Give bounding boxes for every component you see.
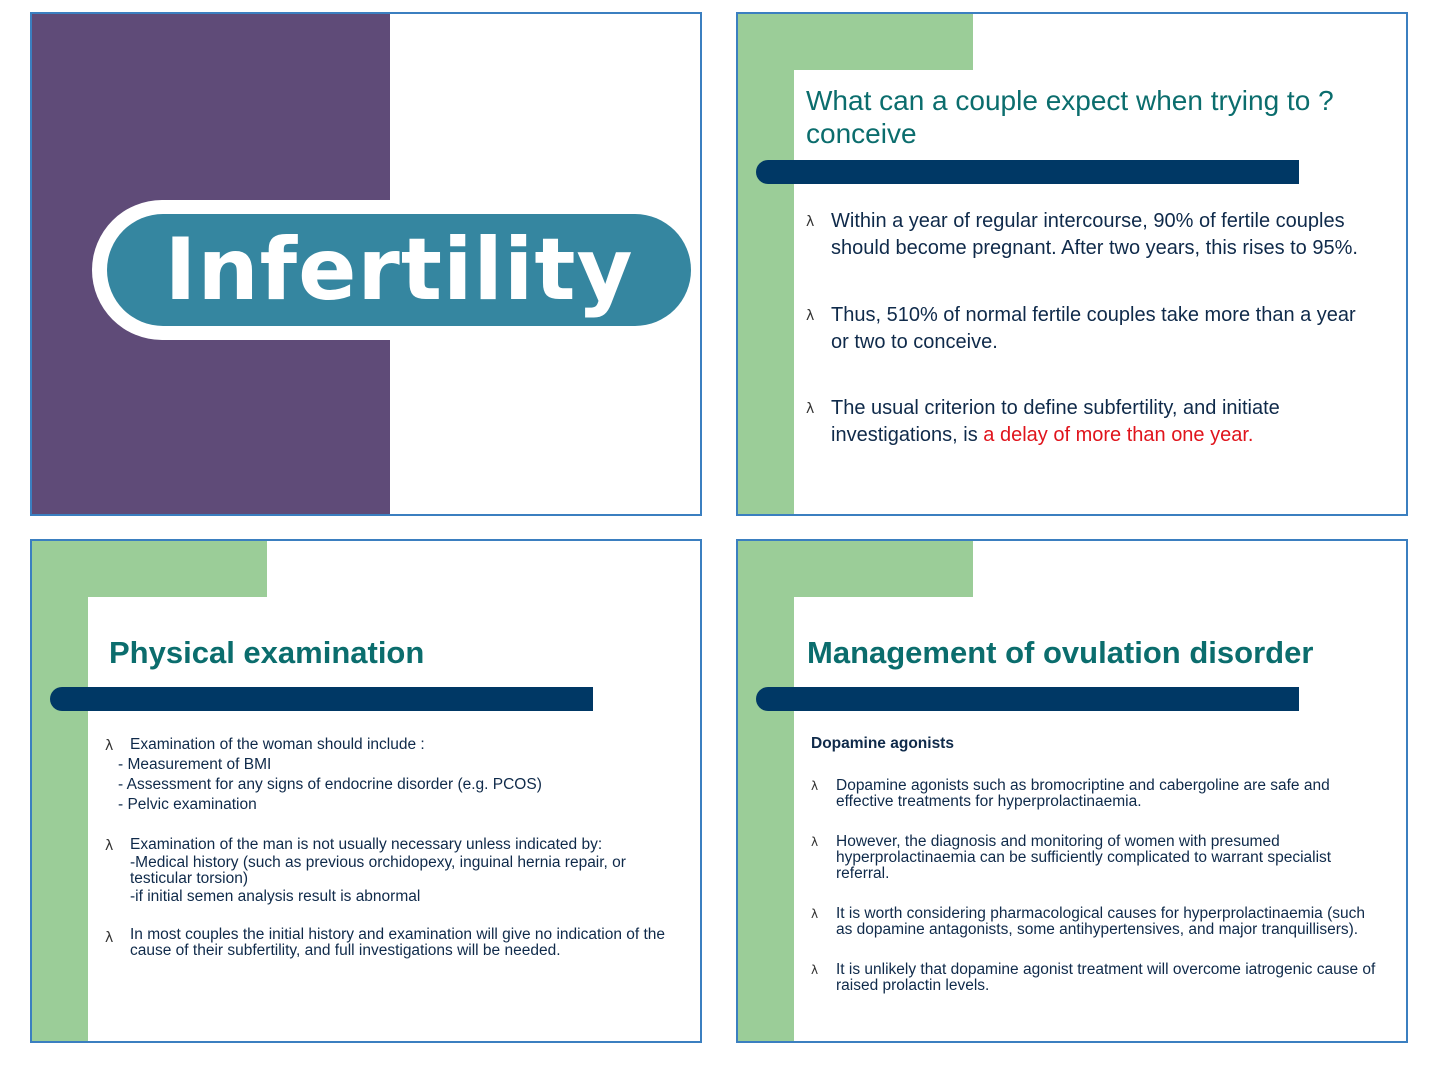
bullet-text: Examination of the woman should include : (130, 736, 425, 753)
list-item (105, 735, 670, 815)
lambda-bullet-icon: λ (105, 930, 114, 946)
title-underline-bar (756, 687, 1299, 711)
list-item (811, 961, 1381, 994)
bullet-text: The usual criterion to define subfertility, and initiate investigations, is (831, 397, 1280, 446)
lambda-bullet-icon: λ (811, 779, 819, 793)
slide-title: Physical examination (109, 635, 425, 670)
bullet-text: It is worth considering pharmacological causes for hyperprolactinaemia (such as dopamine antagonists, some antihypertensives, and major tranquillisers). (836, 905, 1365, 938)
bullet-list (105, 735, 670, 979)
list-item (105, 926, 670, 959)
sub-item: - Assessment for any signs of endocrine disorder (e.g. PCOS) (118, 776, 542, 793)
sub-item: - Measurement of BMI (118, 756, 272, 773)
green-top-bar (32, 541, 267, 597)
list-item (806, 395, 1371, 449)
bullet-text: Thus, 510% of normal fertile couples take more than a year or two to conceive. (831, 304, 1356, 353)
lambda-bullet-icon: λ (811, 963, 819, 977)
lambda-bullet-icon: λ (806, 308, 815, 324)
section-subheading: Dopamine agonists (811, 735, 954, 752)
lambda-bullet-icon: λ (105, 838, 114, 854)
list-item (811, 833, 1381, 882)
bullet-text: Within a year of regular intercourse, 90% of fertile couples should become pregnant. After two years, this rises to 95%. (831, 210, 1358, 259)
slide-ovulation-disorder-management (736, 539, 1408, 1043)
list-item (811, 905, 1381, 938)
bullet-list (811, 777, 1381, 1018)
slide-conceive-expectations (736, 12, 1408, 516)
green-top-bar (738, 14, 973, 70)
green-side-bar (32, 541, 88, 1041)
list-item (806, 208, 1371, 262)
slide-title: Management of ovulation disorder (807, 635, 1314, 670)
lambda-bullet-icon: λ (811, 835, 819, 849)
bullet-text: Examination of the man is not usually necessary unless indicated by: (130, 836, 603, 853)
highlighted-text: a delay of more than one year. (983, 424, 1254, 446)
sub-item: -if initial semen analysis result is abnormal (130, 888, 421, 905)
green-side-bar (738, 14, 794, 514)
lambda-bullet-icon: λ (105, 738, 114, 754)
sub-item: - Pelvic examination (118, 796, 257, 813)
list-item (811, 777, 1381, 810)
title-underline-bar (50, 687, 593, 711)
title-underline-bar (756, 160, 1299, 184)
list-item (806, 302, 1371, 356)
bullet-text: Dopamine agonists such as bromocriptine and cabergoline are safe and effective treatments for hyperprolactinaemia. (836, 777, 1330, 810)
lambda-bullet-icon: λ (806, 214, 815, 230)
green-top-bar (738, 541, 973, 597)
slide-physical-examination (30, 539, 702, 1043)
bullet-text: However, the diagnosis and monitoring of women with presumed hyperprolactinaemia can be sufficiently complicated to warrant specialist referral. (836, 833, 1332, 882)
slide-title-infertility (30, 12, 702, 516)
green-side-bar (738, 541, 794, 1041)
lambda-bullet-icon: λ (806, 401, 815, 417)
bullet-list (806, 208, 1371, 489)
slide-title: Infertility (164, 220, 634, 320)
sub-item: -Medical history (such as previous orchidopexy, inguinal hernia repair, or testicular torsion) (130, 854, 626, 887)
lambda-bullet-icon: λ (811, 907, 819, 921)
bullet-text: In most couples the initial history and examination will give no indication of the cause of their subfertility, and full investigations will be needed. (130, 926, 666, 959)
list-item (105, 835, 670, 907)
slide-title: What can a couple expect when trying to ?conceive (806, 85, 1334, 149)
bullet-text: It is unlikely that dopamine agonist treatment will overcome iatrogenic cause of raised prolactin levels. (836, 961, 1376, 994)
